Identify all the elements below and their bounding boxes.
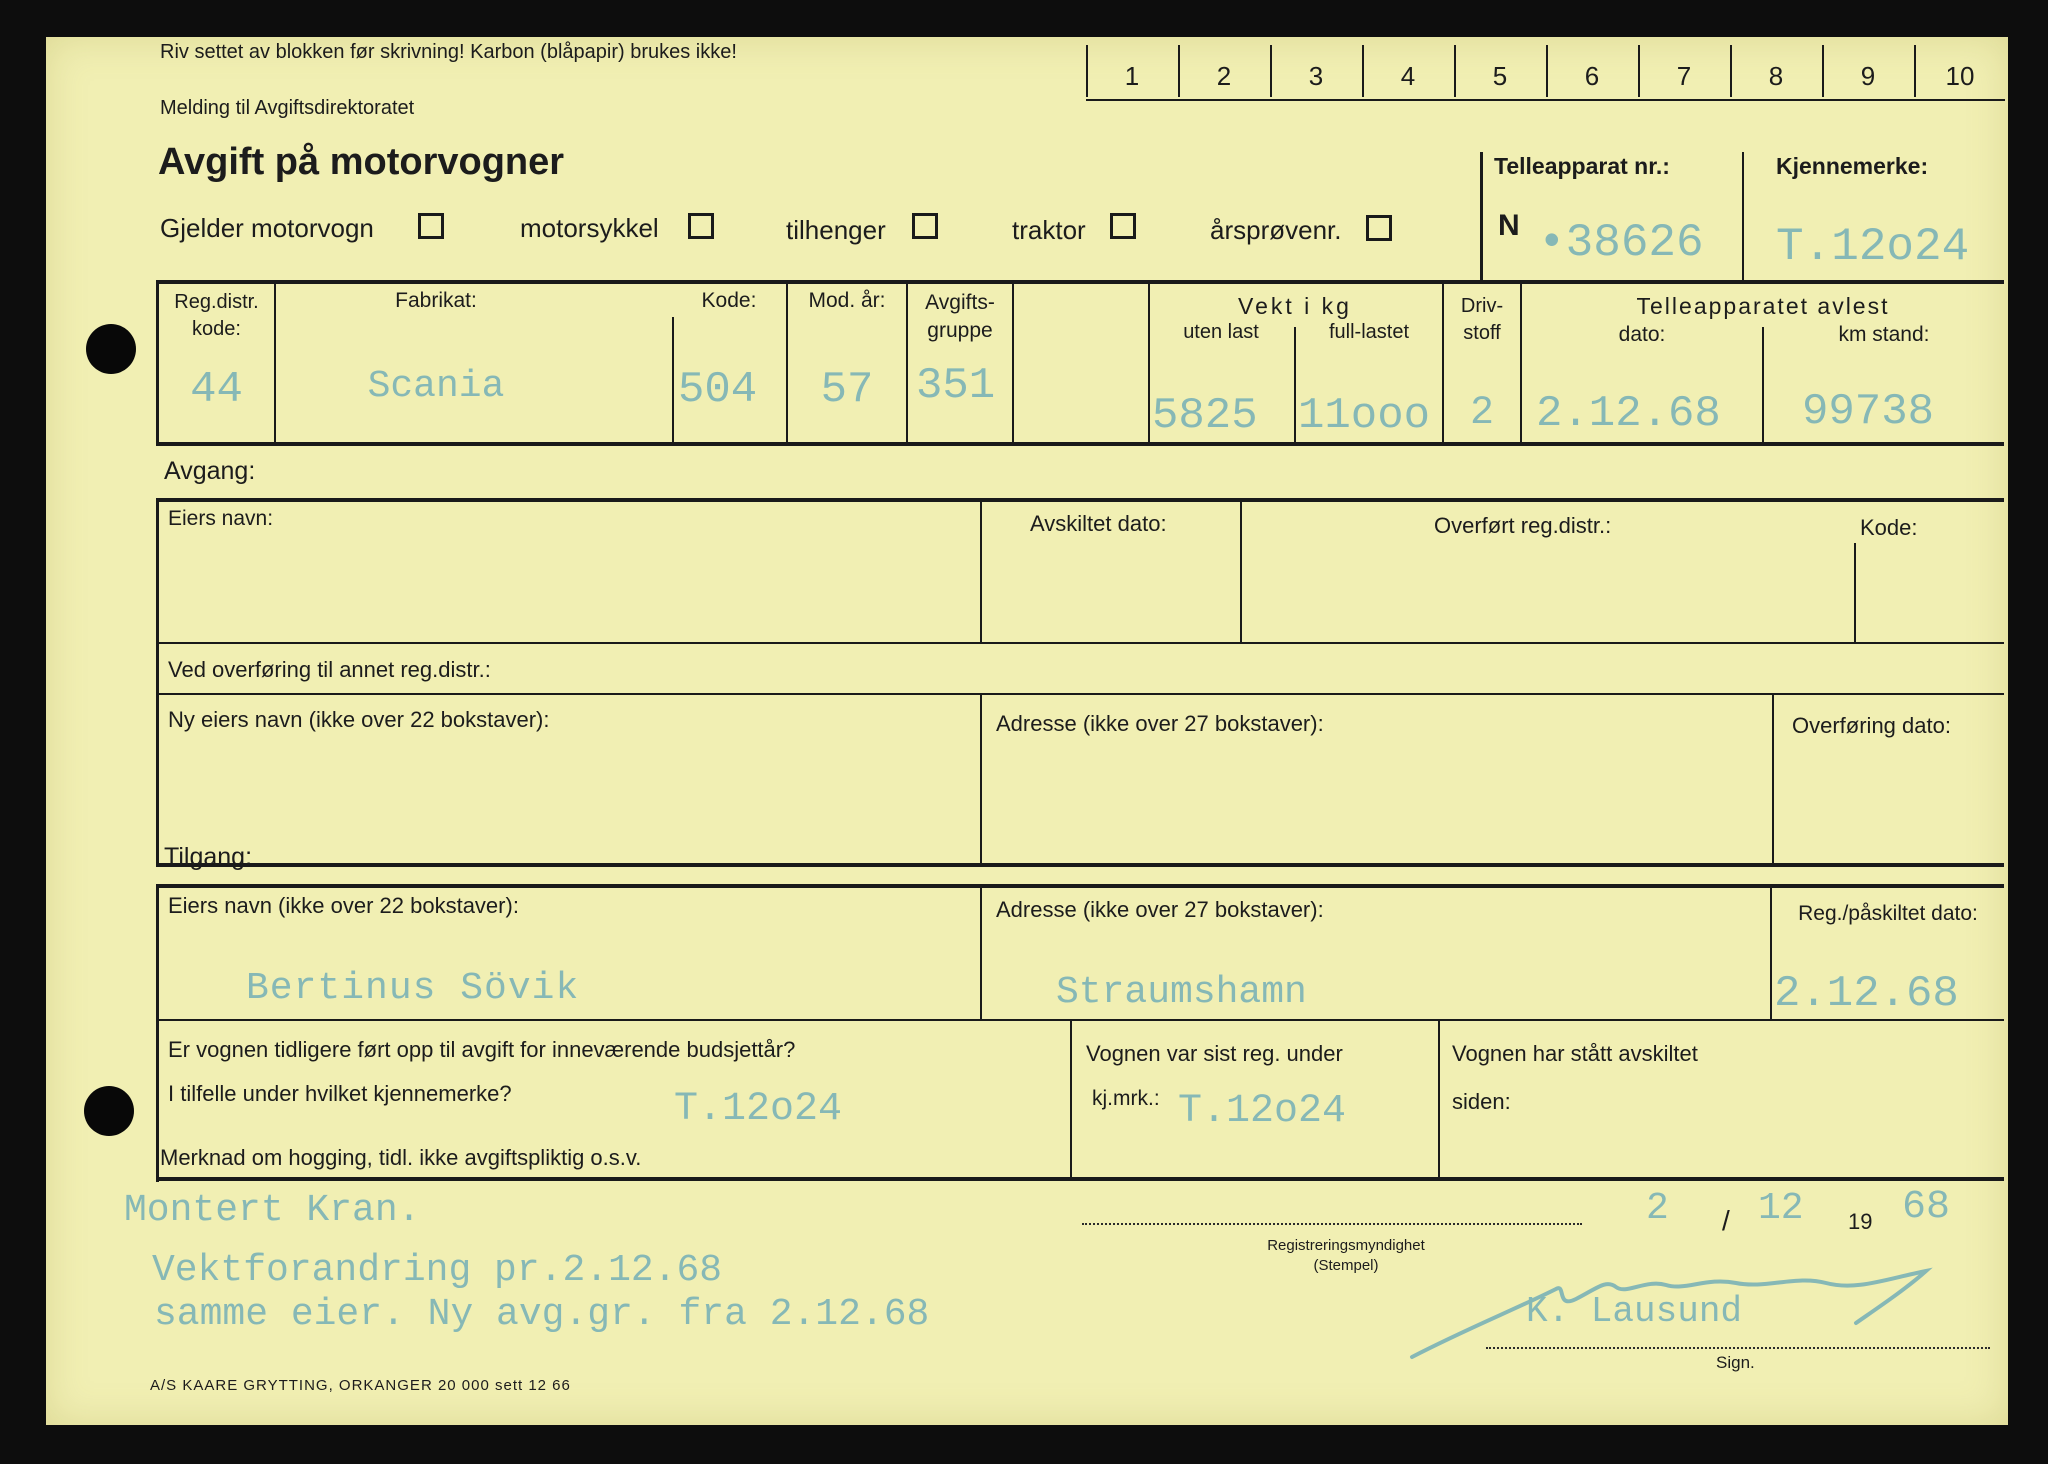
transferred-district-label: Overført reg.distr.: [1434, 513, 1612, 538]
km-value[interactable]: 99738 [1802, 387, 1935, 437]
empty-weight-label: uten last [1183, 321, 1259, 343]
year-label: Mod. år: [808, 289, 886, 312]
group-label: Avgifts- gruppe [925, 291, 995, 342]
column-number: 7 [1676, 61, 1692, 91]
reg-date-value[interactable]: 2.12.68 [1774, 969, 1959, 1019]
avgang-divider-2 [159, 693, 2004, 695]
remarks-line-1[interactable]: Montert Kran. [124, 1189, 421, 1232]
fuel-label: Driv- stoff [1460, 295, 1504, 344]
reg-code-label: Reg.distr. kode: [174, 291, 259, 340]
transfer-note: Ved overføring til annet reg.distr.: [168, 657, 491, 682]
authority-line [1082, 1223, 1582, 1225]
column-divider [1438, 1021, 1440, 1179]
tilgang-address-label: Adresse (ikke over 27 bokstaver): [996, 897, 1324, 922]
counter-prefix: N [1498, 209, 1520, 242]
transfer-date-label: Overføring dato: [1792, 713, 1951, 738]
full-weight-label: full-lastet [1328, 321, 1410, 343]
column-divider [1854, 543, 1856, 642]
avgang-owner-label: Eiers navn: [168, 507, 274, 530]
last-reg-label: Vognen var sist reg. under [1086, 1041, 1343, 1066]
arsprovenr-label: årsprøvenr. [1210, 215, 1342, 245]
counter-box-left [1480, 152, 1483, 280]
delisted-date-label: Avskiltet dato: [1030, 511, 1167, 536]
tilhenger-label: tilhenger [786, 215, 886, 245]
read-date-value[interactable]: 2.12.68 [1536, 389, 1721, 439]
traktor-checkbox[interactable] [1110, 213, 1136, 239]
avgang-code-label: Kode: [1860, 515, 1918, 540]
code-label: Kode: [701, 289, 757, 312]
avgang-top [156, 498, 2004, 502]
weight-label: Vekt i kg [1238, 293, 1352, 319]
column-divider [980, 888, 982, 1020]
column-number: 1 [1124, 61, 1140, 91]
traktor-label: traktor [1012, 215, 1086, 245]
delisted-since-label-2: siden: [1452, 1089, 1511, 1114]
make-value[interactable]: Scania [367, 365, 505, 408]
column-number: 2 [1216, 61, 1232, 91]
vehicle-table-top [156, 280, 2004, 284]
plate-value[interactable]: T.12o24 [1776, 221, 1970, 273]
last-reg-value[interactable]: T.12o24 [1178, 1089, 1347, 1134]
tilgang-top [156, 884, 2004, 888]
date-month[interactable]: 12 [1758, 1187, 1804, 1230]
empty-weight-value[interactable]: 5825 [1152, 391, 1258, 441]
column-number-strip [1086, 45, 2005, 99]
column-divider [672, 317, 674, 446]
column-divider [980, 502, 982, 642]
remarks-label: Merknad om hogging, tidl. ikke avgiftspliktig o.s.v. [160, 1145, 642, 1170]
tilgang-owner-value[interactable]: Bertinus Sövik [246, 967, 580, 1010]
signature-line [1486, 1347, 1990, 1349]
reg-code-value[interactable]: 44 [190, 365, 243, 415]
tilgang-bottom [156, 1177, 2004, 1181]
column-divider [1070, 1021, 1072, 1179]
group-value[interactable]: 351 [916, 361, 996, 411]
punch-hole-bottom [84, 1086, 134, 1136]
motorvogn-checkbox[interactable] [418, 213, 444, 239]
counter-read-label: Telleapparatet avlest [1636, 293, 1890, 319]
date-year[interactable]: 68 [1902, 1185, 1951, 1230]
sign-label: Sign. [1716, 1353, 1755, 1372]
previous-question-1: Er vognen tidligere ført opp til avgift for inneværende budsjettår? [168, 1037, 796, 1062]
remarks-line-3[interactable]: samme eier. Ny avg.gr. fra 2.12.68 [154, 1293, 930, 1336]
motorvogn-label: Gjelder motorvogn [160, 213, 374, 243]
km-label: km stand: [1838, 323, 1930, 346]
column-number: 6 [1584, 61, 1600, 91]
authority-label: Registreringsmyndighet [1267, 1237, 1425, 1254]
column-divider [1294, 327, 1296, 446]
column-number: 9 [1860, 61, 1876, 91]
year-value[interactable]: 57 [820, 365, 874, 415]
column-number: 10 [1945, 61, 1975, 91]
previous-plate-value[interactable]: T.12o24 [674, 1087, 843, 1132]
column-number: 3 [1308, 61, 1324, 91]
make-label: Fabrikat: [395, 289, 477, 312]
tilgang-heading: Tilgang: [164, 843, 253, 871]
plate-label: Kjennemerke: [1776, 153, 1929, 179]
last-reg-kj-label: kj.mrk.: [1092, 1087, 1160, 1110]
tilhenger-checkbox[interactable] [912, 213, 938, 239]
signer-name[interactable]: K. Lausund [1526, 1291, 1743, 1332]
read-date-label: dato: [1618, 323, 1666, 346]
column-number: 8 [1768, 61, 1784, 91]
column-divider [1240, 502, 1242, 642]
stamp-label: (Stempel) [1313, 1257, 1379, 1274]
vehicle-table-bottom [156, 442, 2004, 446]
form-title: Avgift på motorvogner [158, 141, 565, 183]
punch-hole-top [86, 324, 136, 374]
column-divider [1772, 695, 1774, 867]
new-owner-label: Ny eiers navn (ikke over 22 bokstaver): [168, 707, 550, 732]
form-card [46, 37, 2008, 1425]
counter-value[interactable]: •38626 [1538, 217, 1704, 269]
column-divider [1012, 280, 1014, 446]
instruction-text: Riv settet av blokken før skrivning! Karbon (blåpapir) brukes ikke! [160, 41, 737, 63]
sender-text: Melding til Avgiftsdirektoratet [160, 97, 415, 119]
tilgang-owner-label: Eiers navn (ikke over 22 bokstaver): [168, 893, 519, 918]
avgang-divider-1 [159, 642, 2004, 644]
printer-imprint: A/S KAARE GRYTTING, ORKANGER 20 000 sett 12 66 [150, 1377, 571, 1394]
date-century: 19 [1848, 1209, 1873, 1234]
column-number: 4 [1400, 61, 1416, 91]
date-separator: / [1722, 1205, 1730, 1236]
column-strip-line [1086, 99, 2005, 101]
avgang-left [156, 498, 159, 867]
code-value[interactable]: 504 [678, 365, 758, 415]
vehicle-type-row [160, 213, 1480, 253]
delisted-since-label: Vognen har stått avskiltet [1452, 1041, 1698, 1066]
column-number: 5 [1492, 61, 1508, 91]
counter-box-divider [1742, 152, 1744, 280]
motorsykkel-label: motorsykkel [520, 213, 659, 243]
remarks-line-2[interactable]: Vektforandring pr.2.12.68 [152, 1249, 723, 1292]
avgang-bottom [156, 863, 2004, 867]
tilgang-address-value[interactable]: Straumshamn [1056, 971, 1307, 1014]
column-divider [980, 695, 982, 867]
tilgang-divider [159, 1019, 2004, 1021]
motorsykkel-checkbox[interactable] [688, 213, 714, 239]
tilgang-left [156, 884, 159, 1182]
avgang-heading: Avgang: [164, 457, 256, 485]
counter-label: Telleapparat nr.: [1494, 153, 1670, 179]
new-address-label: Adresse (ikke over 27 bokstaver): [996, 711, 1324, 736]
full-weight-value[interactable]: 11ooo [1298, 391, 1431, 441]
reg-date-label: Reg./påskiltet dato: [1798, 902, 1978, 925]
previous-question-2: I tilfelle under hvilket kjennemerke? [168, 1081, 512, 1106]
arsprovenr-checkbox[interactable] [1366, 215, 1392, 241]
fuel-value[interactable]: 2 [1469, 391, 1494, 436]
date-day[interactable]: 2 [1646, 1187, 1669, 1230]
column-divider [1442, 280, 1444, 446]
